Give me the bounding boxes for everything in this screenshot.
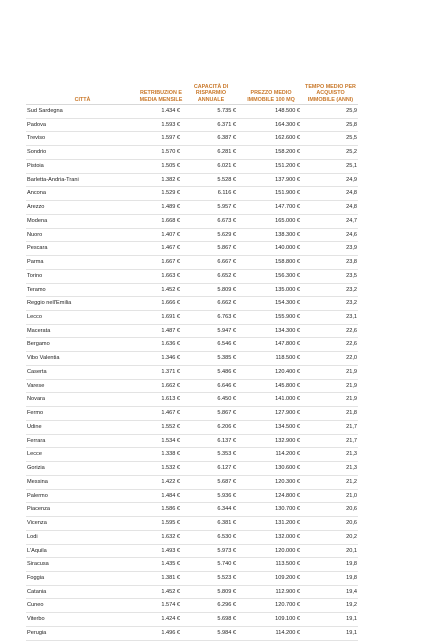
- row-price: 140.000 €: [239, 242, 303, 256]
- header-city: CITTÀ: [26, 73, 139, 105]
- row-city: Teramo: [26, 283, 139, 297]
- row-salary: 1.346 €: [139, 352, 183, 366]
- row-savings: 5.809 €: [183, 585, 239, 599]
- row-years: 21,8: [303, 407, 358, 421]
- row-price: 147.700 €: [239, 201, 303, 215]
- table-body: [26, 105, 358, 641]
- table-row: [26, 214, 358, 228]
- row-savings: 6.646 €: [183, 379, 239, 393]
- row-years: 23,2: [303, 297, 358, 311]
- row-salary: 1.613 €: [139, 393, 183, 407]
- row-savings: 6.652 €: [183, 269, 239, 283]
- row-price: 135.000 €: [239, 283, 303, 297]
- row-price: 109.200 €: [239, 571, 303, 585]
- row-savings: 6.662 €: [183, 297, 239, 311]
- row-savings: 6.021 €: [183, 159, 239, 173]
- row-city: Viterbo: [26, 613, 139, 627]
- table-row: [26, 324, 358, 338]
- row-city: Ferrara: [26, 434, 139, 448]
- row-savings: 5.528 €: [183, 173, 239, 187]
- row-salary: 1.382 €: [139, 173, 183, 187]
- row-years: 23,5: [303, 269, 358, 283]
- row-salary: 1.489 €: [139, 201, 183, 215]
- row-price: 120.700 €: [239, 599, 303, 613]
- row-price: 132.900 €: [239, 434, 303, 448]
- row-salary: 1.570 €: [139, 146, 183, 160]
- row-years: 22,0: [303, 352, 358, 366]
- row-salary: 1.667 €: [139, 256, 183, 270]
- row-years: 19,8: [303, 558, 358, 572]
- row-years: 23,1: [303, 311, 358, 325]
- row-city: Pescara: [26, 242, 139, 256]
- row-salary: 1.632 €: [139, 530, 183, 544]
- row-years: 21,7: [303, 420, 358, 434]
- row-salary: 1.422 €: [139, 475, 183, 489]
- row-city: Catania: [26, 585, 139, 599]
- row-years: 25,8: [303, 118, 358, 132]
- row-city: Foggia: [26, 571, 139, 585]
- table-row: [26, 571, 358, 585]
- row-price: 118.500 €: [239, 352, 303, 366]
- row-price: 155.900 €: [239, 311, 303, 325]
- row-years: 21,2: [303, 475, 358, 489]
- row-savings: 6.137 €: [183, 434, 239, 448]
- row-years: 24,6: [303, 228, 358, 242]
- row-years: 25,2: [303, 146, 358, 160]
- row-city: Barletta-Andria-Trani: [26, 173, 139, 187]
- table-row: [26, 269, 358, 283]
- table-row: [26, 256, 358, 270]
- row-savings: 5.936 €: [183, 489, 239, 503]
- row-salary: 1.496 €: [139, 626, 183, 640]
- row-savings: 5.735 €: [183, 105, 239, 119]
- row-savings: 6.127 €: [183, 462, 239, 476]
- row-savings: 6.116 €: [183, 187, 239, 201]
- row-price: 165.000 €: [239, 214, 303, 228]
- table-row: [26, 434, 358, 448]
- row-years: 19,2: [303, 599, 358, 613]
- row-price: 134.500 €: [239, 420, 303, 434]
- row-savings: 6.281 €: [183, 146, 239, 160]
- row-city: Fermo: [26, 407, 139, 421]
- row-city: Messina: [26, 475, 139, 489]
- data-table: [26, 73, 358, 641]
- row-city: Nuoro: [26, 228, 139, 242]
- header-row: [26, 73, 358, 105]
- row-price: 112.900 €: [239, 585, 303, 599]
- row-city: Cuneo: [26, 599, 139, 613]
- row-price: 162.600 €: [239, 132, 303, 146]
- row-savings: 6.371 €: [183, 118, 239, 132]
- table-row: [26, 352, 358, 366]
- row-city: Ancona: [26, 187, 139, 201]
- row-price: 151.200 €: [239, 159, 303, 173]
- row-salary: 1.597 €: [139, 132, 183, 146]
- row-years: 19,1: [303, 613, 358, 627]
- table-header: [26, 73, 358, 105]
- row-price: 154.300 €: [239, 297, 303, 311]
- table-row: [26, 407, 358, 421]
- row-price: 113.500 €: [239, 558, 303, 572]
- row-years: 20,1: [303, 544, 358, 558]
- row-salary: 1.532 €: [139, 462, 183, 476]
- row-savings: 5.486 €: [183, 365, 239, 379]
- row-city: Udine: [26, 420, 139, 434]
- row-salary: 1.381 €: [139, 571, 183, 585]
- table-row: [26, 173, 358, 187]
- table-row: [26, 187, 358, 201]
- table-row: [26, 420, 358, 434]
- row-salary: 1.691 €: [139, 311, 183, 325]
- table-row: [26, 311, 358, 325]
- row-savings: 5.973 €: [183, 544, 239, 558]
- table-row: [26, 585, 358, 599]
- table-row: [26, 242, 358, 256]
- table-row: [26, 475, 358, 489]
- row-price: 120.300 €: [239, 475, 303, 489]
- row-years: 19,8: [303, 571, 358, 585]
- row-years: 21,9: [303, 379, 358, 393]
- table-row: [26, 530, 358, 544]
- row-salary: 1.424 €: [139, 613, 183, 627]
- row-city: Treviso: [26, 132, 139, 146]
- row-price: 138.300 €: [239, 228, 303, 242]
- table-row: [26, 159, 358, 173]
- row-savings: 6.344 €: [183, 503, 239, 517]
- row-years: 23,2: [303, 283, 358, 297]
- row-city: Siracusa: [26, 558, 139, 572]
- row-salary: 1.534 €: [139, 434, 183, 448]
- row-years: 21,9: [303, 393, 358, 407]
- row-salary: 1.452 €: [139, 283, 183, 297]
- table-row: [26, 599, 358, 613]
- header-price: PREZZO MEDIO IMMOBILE 100 MQ: [239, 73, 303, 105]
- row-city: Vibo Valentia: [26, 352, 139, 366]
- table-row: [26, 489, 358, 503]
- row-city: Sud Sardegna: [26, 105, 139, 119]
- row-city: Reggio nell'Emilia: [26, 297, 139, 311]
- row-salary: 1.666 €: [139, 297, 183, 311]
- row-years: 21,3: [303, 448, 358, 462]
- row-city: Parma: [26, 256, 139, 270]
- row-salary: 1.452 €: [139, 585, 183, 599]
- row-salary: 1.636 €: [139, 338, 183, 352]
- row-savings: 6.667 €: [183, 256, 239, 270]
- row-salary: 1.493 €: [139, 544, 183, 558]
- row-salary: 1.552 €: [139, 420, 183, 434]
- row-city: Piacenza: [26, 503, 139, 517]
- table-row: [26, 297, 358, 311]
- row-savings: 5.867 €: [183, 242, 239, 256]
- row-salary: 1.529 €: [139, 187, 183, 201]
- row-price: 158.200 €: [239, 146, 303, 160]
- table-row: [26, 201, 358, 215]
- row-price: 114.200 €: [239, 448, 303, 462]
- row-salary: 1.407 €: [139, 228, 183, 242]
- row-city: Pistoia: [26, 159, 139, 173]
- row-savings: 5.947 €: [183, 324, 239, 338]
- row-savings: 5.629 €: [183, 228, 239, 242]
- row-city: L'Aquila: [26, 544, 139, 558]
- row-savings: 6.387 €: [183, 132, 239, 146]
- row-city: Perugia: [26, 626, 139, 640]
- row-salary: 1.434 €: [139, 105, 183, 119]
- row-years: 21,9: [303, 365, 358, 379]
- row-city: Varese: [26, 379, 139, 393]
- row-savings: 5.687 €: [183, 475, 239, 489]
- row-price: 120.000 €: [239, 544, 303, 558]
- row-savings: 5.353 €: [183, 448, 239, 462]
- row-price: 148.500 €: [239, 105, 303, 119]
- row-salary: 1.593 €: [139, 118, 183, 132]
- table-row: [26, 544, 358, 558]
- row-savings: 6.381 €: [183, 517, 239, 531]
- row-city: Gorizia: [26, 462, 139, 476]
- row-price: 131.200 €: [239, 517, 303, 531]
- row-price: 130.700 €: [239, 503, 303, 517]
- table-row: [26, 626, 358, 640]
- table-row: [26, 365, 358, 379]
- row-salary: 1.467 €: [139, 407, 183, 421]
- table-row: [26, 338, 358, 352]
- row-price: 109.100 €: [239, 613, 303, 627]
- row-savings: 5.740 €: [183, 558, 239, 572]
- row-savings: 6.673 €: [183, 214, 239, 228]
- row-years: 20,6: [303, 503, 358, 517]
- row-years: 24,8: [303, 201, 358, 215]
- row-years: 24,9: [303, 173, 358, 187]
- row-savings: 5.957 €: [183, 201, 239, 215]
- row-city: Lecco: [26, 311, 139, 325]
- row-price: 134.300 €: [239, 324, 303, 338]
- row-years: 23,8: [303, 256, 358, 270]
- row-city: Bergamo: [26, 338, 139, 352]
- row-years: 23,9: [303, 242, 358, 256]
- row-city: Torino: [26, 269, 139, 283]
- row-city: Sondrio: [26, 146, 139, 160]
- row-price: 120.400 €: [239, 365, 303, 379]
- row-salary: 1.338 €: [139, 448, 183, 462]
- table-row: [26, 228, 358, 242]
- row-salary: 1.663 €: [139, 269, 183, 283]
- row-price: 147.800 €: [239, 338, 303, 352]
- row-years: 21,7: [303, 434, 358, 448]
- row-salary: 1.668 €: [139, 214, 183, 228]
- row-city: Vicenza: [26, 517, 139, 531]
- row-savings: 6.763 €: [183, 311, 239, 325]
- row-savings: 6.546 €: [183, 338, 239, 352]
- table-row: [26, 379, 358, 393]
- header-salary: RETRIBUZION E MEDIA MENSILE: [139, 73, 183, 105]
- table-row: [26, 558, 358, 572]
- row-salary: 1.487 €: [139, 324, 183, 338]
- table-row: [26, 118, 358, 132]
- row-savings: 6.206 €: [183, 420, 239, 434]
- row-price: 164.300 €: [239, 118, 303, 132]
- row-savings: 5.867 €: [183, 407, 239, 421]
- row-city: Palermo: [26, 489, 139, 503]
- row-salary: 1.484 €: [139, 489, 183, 503]
- row-savings: 5.523 €: [183, 571, 239, 585]
- row-city: Lodi: [26, 530, 139, 544]
- row-price: 145.800 €: [239, 379, 303, 393]
- row-salary: 1.435 €: [139, 558, 183, 572]
- table-row: [26, 517, 358, 531]
- row-salary: 1.586 €: [139, 503, 183, 517]
- row-years: 25,1: [303, 159, 358, 173]
- row-savings: 5.385 €: [183, 352, 239, 366]
- row-years: 20,6: [303, 517, 358, 531]
- table-row: [26, 393, 358, 407]
- row-salary: 1.574 €: [139, 599, 183, 613]
- row-price: 158.800 €: [239, 256, 303, 270]
- table-row: [26, 462, 358, 476]
- row-price: 137.900 €: [239, 173, 303, 187]
- row-years: 22,6: [303, 324, 358, 338]
- row-salary: 1.371 €: [139, 365, 183, 379]
- row-city: Novara: [26, 393, 139, 407]
- row-salary: 1.505 €: [139, 159, 183, 173]
- row-price: 130.600 €: [239, 462, 303, 476]
- table-row: [26, 503, 358, 517]
- row-savings: 5.809 €: [183, 283, 239, 297]
- row-price: 132.000 €: [239, 530, 303, 544]
- row-years: 22,6: [303, 338, 358, 352]
- row-city: Lecce: [26, 448, 139, 462]
- table-row: [26, 613, 358, 627]
- row-salary: 1.595 €: [139, 517, 183, 531]
- row-savings: 6.296 €: [183, 599, 239, 613]
- table-row: [26, 132, 358, 146]
- row-years: 20,2: [303, 530, 358, 544]
- row-years: 21,3: [303, 462, 358, 476]
- row-city: Macerata: [26, 324, 139, 338]
- row-price: 156.300 €: [239, 269, 303, 283]
- row-years: 25,9: [303, 105, 358, 119]
- row-city: Arezzo: [26, 201, 139, 215]
- table-row: [26, 146, 358, 160]
- row-price: 127.900 €: [239, 407, 303, 421]
- header-years: TEMPO MEDIO PER ACQUISTO IMMOBILE (ANNI): [303, 73, 358, 105]
- table-row: [26, 105, 358, 119]
- table-row: [26, 283, 358, 297]
- row-savings: 6.530 €: [183, 530, 239, 544]
- row-salary: 1.467 €: [139, 242, 183, 256]
- row-salary: 1.662 €: [139, 379, 183, 393]
- row-years: 19,4: [303, 585, 358, 599]
- row-savings: 5.698 €: [183, 613, 239, 627]
- header-savings: CAPACITÀ DI RISPARMIO ANNUALE: [183, 73, 239, 105]
- row-city: Modena: [26, 214, 139, 228]
- row-years: 21,0: [303, 489, 358, 503]
- row-savings: 6.450 €: [183, 393, 239, 407]
- row-price: 114.200 €: [239, 626, 303, 640]
- row-years: 24,8: [303, 187, 358, 201]
- row-city: Caserta: [26, 365, 139, 379]
- table-row: [26, 448, 358, 462]
- row-years: 25,5: [303, 132, 358, 146]
- row-price: 141.000 €: [239, 393, 303, 407]
- row-savings: 5.984 €: [183, 626, 239, 640]
- row-price: 124.800 €: [239, 489, 303, 503]
- row-price: 151.900 €: [239, 187, 303, 201]
- row-years: 19,1: [303, 626, 358, 640]
- row-city: Padova: [26, 118, 139, 132]
- row-years: 24,7: [303, 214, 358, 228]
